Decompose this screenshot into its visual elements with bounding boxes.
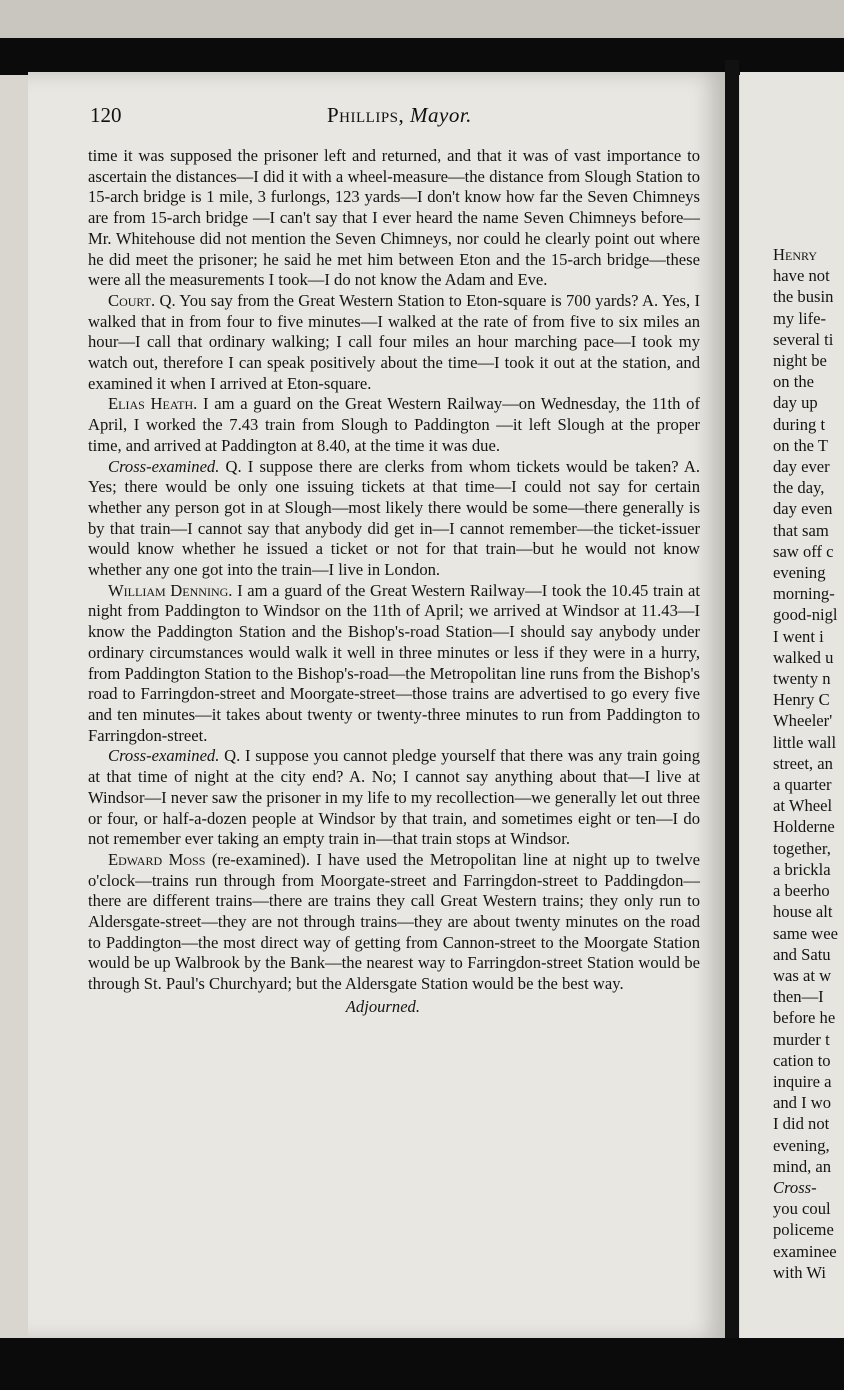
facing-page-line: Cross- bbox=[773, 1177, 817, 1197]
facing-page-line: day ever bbox=[773, 457, 830, 477]
facing-page-line: at Wheel bbox=[773, 796, 833, 816]
paragraph-lead: Cross-examined. bbox=[108, 746, 220, 766]
facing-page-line: policeme bbox=[773, 1220, 834, 1240]
facing-page-line: and I wo bbox=[773, 1093, 832, 1113]
paragraph bbox=[88, 581, 700, 747]
paragraph-text: time it was supposed the prisoner left and returned, and that it was of vast importance to ascertain the distances—I did it with a wheel-measure—the distance from Slough Station to 15-arch bridge is 1 mile, 3 furlongs, 123 yards—I don't know how far the Seven Chimneys are from 15-arch bridge —I can't say that I ever heard the name Seven Chimneys before—Mr. Whitehouse did not mention the Seven Chimneys, nor could he clearly point out where he did meet the prisoner; he said he met him between Eton and the 15-arch bridge—these were all the measurements I took—I do not know the Adam and Eve. bbox=[88, 146, 700, 290]
facing-page-line: several ti bbox=[773, 329, 834, 349]
facing-page-line: I did not bbox=[773, 1114, 830, 1134]
facing-page-line: you coul bbox=[773, 1199, 831, 1219]
paragraph-lead: Cross-examined. bbox=[108, 456, 220, 476]
facing-page-line: twenty n bbox=[773, 669, 831, 689]
paragraph-text: I am a guard of the Great Western Railway—I took the 10.45 train at night from Paddington to Windsor on the 11th of April; we arrived at Windsor at 11.43—I know the Paddington Station and the Bishop's-road Station—I should say anybody under ordinary circumstances would walk it well in three minutes or less if they were in a hurry, from Paddington Station to the Bishop's-road—the Metropolitan line runs from the Bishop's road to Farringdon-street and Moorgate-street—those trains are advertised to go every five and ten minutes—it takes about twenty or twenty-three minutes to run from Paddington to Farringdon-street. bbox=[88, 580, 700, 745]
facing-page-line: good-nigl bbox=[773, 605, 838, 625]
facing-page-line: murder t bbox=[773, 1029, 830, 1049]
closing-note: Adjourned. bbox=[345, 996, 420, 1016]
page-body-text bbox=[88, 146, 700, 1018]
paragraph bbox=[88, 146, 700, 291]
facing-page-line: Holderne bbox=[773, 817, 835, 837]
facing-page-line: together, bbox=[773, 838, 831, 858]
paragraph-text: Q. I suppose there are clerks from whom tickets would be taken? A. Yes; there would be only one issuing tickets at that time—I could not say for certain whether any person got in at Slough—most likely there would be some—there generally is by that train—I cannot say that anybody did get in—I cannot remember—the ticket-issuer would know whether he issued a ticket or not for that train—but he would not know whether any one got into the train—I live in London. bbox=[88, 456, 700, 580]
facing-page-line: saw off c bbox=[773, 541, 834, 561]
facing-page-line: street, an bbox=[773, 753, 833, 773]
facing-page-line: little wall bbox=[773, 732, 837, 752]
page-header bbox=[90, 103, 710, 133]
facing-page-line: with Wi bbox=[773, 1262, 826, 1282]
facing-page-line: inquire a bbox=[773, 1071, 832, 1091]
facing-page-line: I went i bbox=[773, 626, 824, 646]
paragraph bbox=[88, 291, 700, 395]
facing-page-line: was at w bbox=[773, 965, 832, 985]
facing-page-line: have not bbox=[773, 266, 830, 286]
paragraph-lead: Elias Heath. bbox=[108, 394, 198, 414]
facing-page-line: house alt bbox=[773, 902, 833, 922]
book-binding bbox=[725, 60, 739, 1350]
paragraph bbox=[88, 850, 700, 995]
paragraph-lead: William Denning. bbox=[108, 580, 233, 600]
facing-page-line: evening bbox=[773, 563, 826, 583]
facing-page-line: that sam bbox=[773, 520, 829, 540]
page-number: 120 bbox=[90, 103, 122, 127]
facing-page-line: evening, bbox=[773, 1135, 830, 1155]
paragraph-text: I am a guard on the Great Western Railway—on Wednesday, the 11th of April, I worked the 7.43 train from Slough to Paddington —it left Slough at the proper time, and arrived at Paddington at 8.40, at the time it was due. bbox=[88, 394, 700, 455]
facing-page-line: my life- bbox=[773, 308, 826, 328]
facing-page-column bbox=[773, 244, 844, 1283]
paragraph-text: Q. I suppose you cannot pledge yourself that there was any train going at that time of night at the city end? A. No; I cannot say anything about that—I live at Windsor—I never saw the prisoner in my life to my recollection—we generally let out three or four, or half-a-dozen people at Windsor by that train, and sometimes eight or ten—I do not remember ever taking an empty train in—that train stops at Windsor. bbox=[88, 746, 700, 849]
facing-page-line: on the T bbox=[773, 435, 828, 455]
facing-page-line: morning- bbox=[773, 584, 835, 604]
facing-page-line: during t bbox=[773, 414, 826, 434]
running-head bbox=[327, 103, 472, 128]
scan-top-edge bbox=[0, 0, 844, 38]
paragraph bbox=[88, 746, 700, 850]
facing-page-line: before he bbox=[773, 1008, 836, 1028]
facing-page-line: Wheeler' bbox=[773, 711, 833, 731]
facing-page-line: night be bbox=[773, 351, 827, 371]
scan-dark-border-bottom bbox=[0, 1338, 844, 1390]
paragraph-lead: Court. bbox=[108, 290, 156, 310]
paragraph-text: Q. You say from the Great Western Station to Eton-square is 700 yards? A. Yes, I walked that in from four to five minutes—I walked at the rate of from five to six miles an hour—I call that ordinary walking; I call four miles an hour marching pace—I took my watch out, therefore I can speak positively about the time—I took it out at the station, and examined it when I arrived at Eton-square. bbox=[88, 290, 700, 393]
facing-page-line: the day, bbox=[773, 478, 825, 498]
facing-page-line: examinee bbox=[773, 1241, 837, 1261]
facing-page-line: a beerho bbox=[773, 881, 830, 901]
facing-page-line: day up bbox=[773, 393, 818, 413]
facing-page-line: and Satu bbox=[773, 944, 831, 964]
paragraph bbox=[88, 457, 700, 581]
facing-page-line: then—I bbox=[773, 987, 824, 1007]
running-head-name: Phillips, bbox=[327, 103, 405, 127]
facing-page-line: the busin bbox=[773, 287, 834, 307]
facing-page-line: mind, an bbox=[773, 1156, 832, 1176]
facing-page-line: Henry bbox=[773, 245, 817, 264]
facing-page-line: day even bbox=[773, 499, 833, 519]
paragraph bbox=[88, 394, 700, 456]
facing-page-line: cation to bbox=[773, 1050, 831, 1070]
facing-page-line: on the bbox=[773, 372, 815, 392]
facing-page-line: Henry C bbox=[773, 690, 830, 710]
paragraph-lead: Edward Moss bbox=[108, 849, 206, 869]
facing-page-line: walked u bbox=[773, 647, 834, 667]
running-head-title: Mayor. bbox=[410, 103, 472, 127]
scan-dark-border-top bbox=[0, 38, 844, 75]
facing-page-line: a quarter bbox=[773, 775, 832, 795]
facing-page-line: a brickla bbox=[773, 859, 831, 879]
paragraph-text: (re-examined). I have used the Metropolitan line at night up to twelve o'clock—trains run through from Moorgate-street and Farringdon-street to Paddingdon—there are different trains—there are trains they call Great Western trains; they only run to Aldersgate-street—they are not through trains—they are about twenty minutes on the road to Paddington—the most direct way of getting from Cannon-street to the Moorgate Station would be up Walbrook by the Bank—the nearest way to Farringdon-street Station would be through St. Paul's Churchyard; but the Aldersgate Station would be the best way. bbox=[88, 849, 700, 994]
facing-page-line: same wee bbox=[773, 923, 838, 943]
